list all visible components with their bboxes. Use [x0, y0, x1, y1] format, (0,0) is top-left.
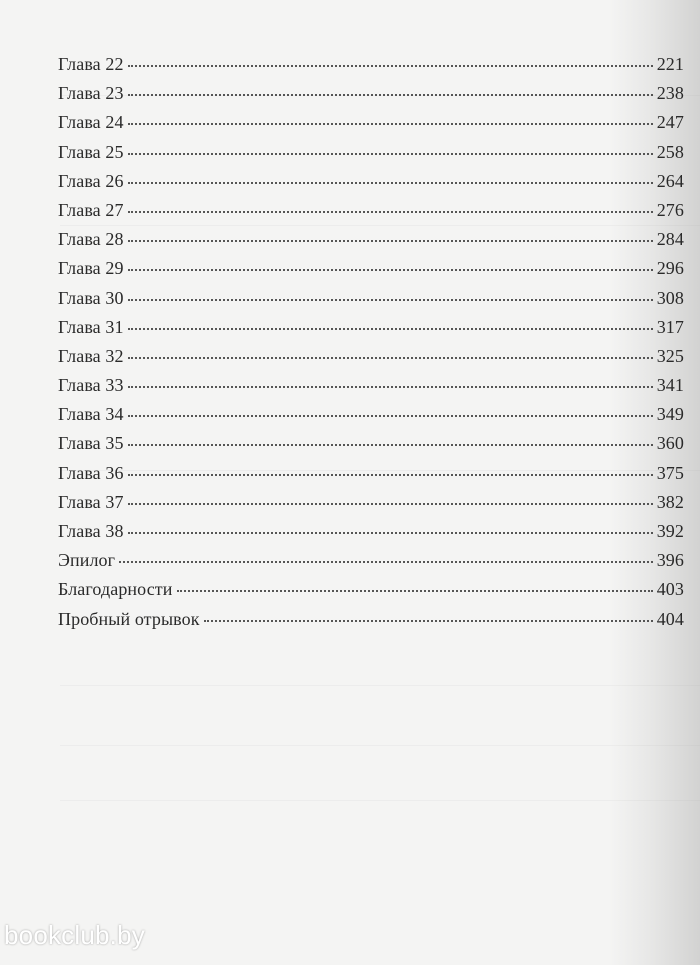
toc-entry-page: 276	[656, 199, 684, 220]
dot-leader	[128, 63, 653, 67]
dot-leader	[128, 472, 653, 476]
toc-entry-title: Глава 34	[58, 404, 124, 425]
dot-leader	[128, 297, 653, 301]
toc-entry-title: Пробный отрывок	[58, 608, 200, 629]
toc-entry-page: 341	[656, 375, 684, 396]
toc-entry-page: 296	[656, 258, 684, 279]
toc-entry-title: Глава 36	[58, 462, 124, 483]
toc-entry	[58, 605, 684, 634]
toc-entry-page: 317	[656, 316, 684, 337]
toc-entry-title: Глава 26	[58, 170, 124, 191]
toc-entry-title: Глава 31	[58, 316, 124, 337]
toc-entry	[58, 138, 684, 167]
toc-entry	[58, 488, 684, 517]
dot-leader	[128, 180, 653, 184]
toc-entry-title: Благодарности	[58, 579, 173, 600]
toc-entry-page: 221	[656, 54, 684, 74]
dot-leader	[128, 442, 653, 446]
toc-entry-title: Эпилог	[58, 550, 116, 571]
toc-entry-title: Глава 25	[58, 141, 124, 162]
dot-leader	[204, 618, 653, 622]
dot-leader	[128, 355, 653, 359]
dot-leader	[128, 238, 653, 242]
toc-entry	[58, 284, 684, 313]
toc-entry-title: Глава 22	[58, 54, 124, 74]
dot-leader	[177, 588, 653, 592]
toc-entry	[58, 225, 684, 254]
toc-entry-page: 360	[656, 433, 684, 454]
toc-entry-title: Глава 29	[58, 258, 124, 279]
toc-entry-title: Глава 24	[58, 112, 124, 133]
table-of-contents	[58, 50, 684, 634]
toc-entry-title: Глава 23	[58, 83, 124, 104]
toc-entry-page: 404	[656, 608, 684, 629]
toc-entry-page: 375	[656, 462, 684, 483]
toc-entry-page: 392	[656, 521, 684, 541]
toc-entry-page: 382	[656, 491, 684, 512]
dot-leader	[128, 326, 653, 330]
toc-entry-title: Глава 32	[58, 345, 124, 366]
toc-entry-title: Глава 28	[58, 229, 124, 250]
toc-entry	[58, 371, 684, 400]
show-through-line	[60, 745, 700, 746]
dot-leader	[128, 384, 653, 388]
dot-leader	[128, 501, 653, 505]
toc-entry	[58, 546, 684, 575]
watermark: bookclub.by	[4, 920, 145, 950]
toc-entry-page: 308	[656, 287, 684, 308]
toc-entry	[58, 517, 684, 546]
toc-entry	[58, 108, 684, 137]
toc-entry-page: 396	[656, 550, 684, 571]
toc-entry-page: 284	[656, 229, 684, 250]
show-through-line	[60, 800, 700, 801]
show-through-line	[60, 685, 700, 686]
toc-entry-title: Глава 37	[58, 491, 124, 512]
toc-entry	[58, 429, 684, 458]
dot-leader	[128, 151, 653, 155]
toc-entry-page: 349	[656, 404, 684, 425]
toc-entry-page: 258	[656, 141, 684, 162]
toc-entry	[58, 50, 684, 79]
dot-leader	[128, 267, 653, 271]
toc-entry-title: Глава 33	[58, 375, 124, 396]
toc-entry	[58, 196, 684, 225]
dot-leader	[128, 413, 653, 417]
toc-entry	[58, 79, 684, 108]
toc-entry	[58, 167, 684, 196]
toc-entry-title: Глава 38	[58, 521, 124, 541]
toc-entry-title: Глава 35	[58, 433, 124, 454]
toc-entry	[58, 459, 684, 488]
toc-entry-page: 264	[656, 170, 684, 191]
toc-entry-page: 325	[656, 345, 684, 366]
toc-entry-page: 247	[656, 112, 684, 133]
dot-leader	[128, 121, 653, 125]
dot-leader	[128, 92, 653, 96]
toc-entry-title: Глава 30	[58, 287, 124, 308]
toc-entry-title: Глава 27	[58, 199, 124, 220]
toc-entry	[58, 400, 684, 429]
toc-entry	[58, 342, 684, 371]
dot-leader	[128, 530, 653, 534]
dot-leader	[119, 559, 653, 563]
toc-entry-page: 238	[656, 83, 684, 104]
toc-entry	[58, 313, 684, 342]
toc-entry-page: 403	[656, 579, 684, 600]
dot-leader	[128, 209, 653, 213]
toc-entry	[58, 254, 684, 283]
toc-entry	[58, 575, 684, 604]
